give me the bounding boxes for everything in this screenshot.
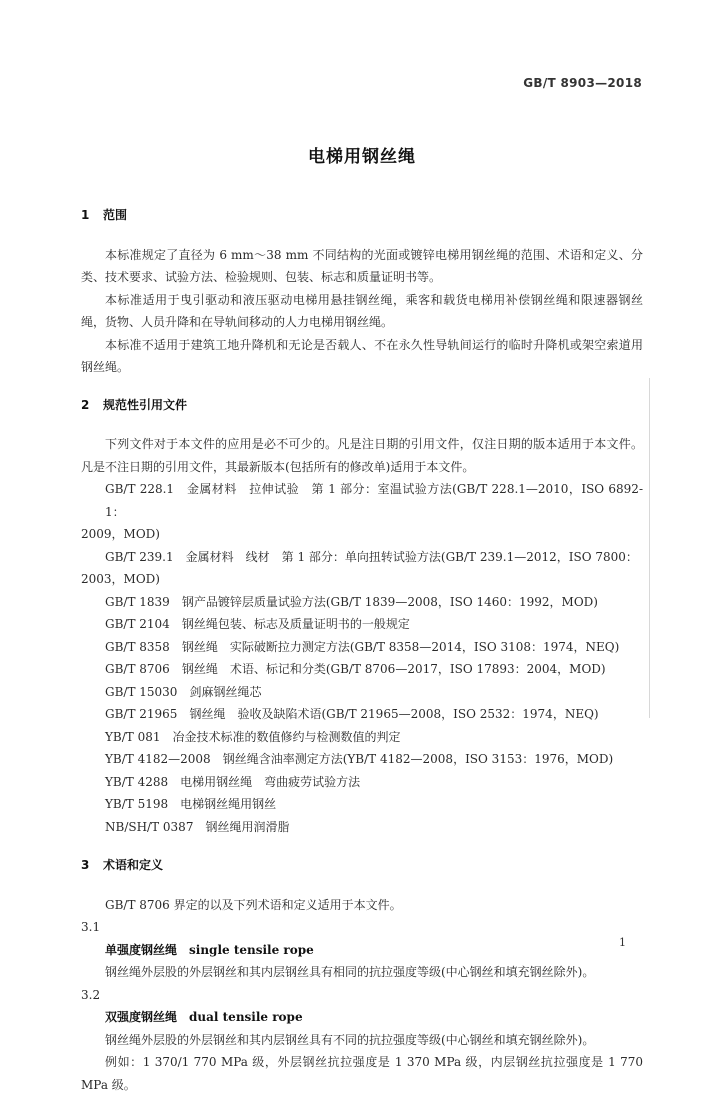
references-intro: 下列文件对于本文件的应用是必不可少的。凡是注日期的引用文件，仅注日期的版本适用于本文件。凡是不注日期的引用文件，其最新版本(包括所有的修改单)适用于本文件。 xyxy=(81,437,643,474)
scope-paragraph: 本标准规定了直径为 6 mm～38 mm 不同结构的光面或镀锌电梯用钢丝绳的范围、术语和定义、分类、技术要求、试验方法、检验规则、包装、标志和质量证明书等。 xyxy=(81,247,643,284)
reference-item xyxy=(81,681,643,704)
reference-text: 钢丝绳含油率测定方法(YB/T 4182—2008，ISO 3153：1976，MOD) xyxy=(222,752,614,766)
reference-continuation: 2003，MOD) xyxy=(81,572,160,586)
term-heading xyxy=(81,1006,643,1029)
reference-code: YB/T 4288 xyxy=(105,774,169,789)
term-definition: 钢丝绳外层股的外层钢丝和其内层钢丝具有不同的抗拉强度等级(中心钢丝和填充钢丝除外)。 xyxy=(105,1032,595,1047)
section-2-heading xyxy=(81,394,643,417)
reference-code: GB/T 8358 xyxy=(105,639,170,654)
section-title: 术语和定义 xyxy=(103,858,164,872)
reference-code: GB/T 1839 xyxy=(105,594,170,609)
reference-code: GB/T 2104 xyxy=(105,617,170,631)
reference-code: GB/T 228.1 xyxy=(105,482,175,496)
reference-text: 钢丝绳包装、标志及质量证明书的一般规定 xyxy=(181,617,410,631)
section-number: 1 xyxy=(81,208,90,222)
reference-item xyxy=(81,546,643,591)
section-number: 3 xyxy=(81,858,90,872)
scope-paragraph: 本标准适用于曳引驱动和液压驱动电梯用悬挂钢丝绳，乘客和载货电梯用补偿钢丝绳和限速器钢丝绳，货物、人员升降和在导轨间移动的人力电梯用钢丝绳。 xyxy=(81,292,643,329)
term-en: dual tensile rope xyxy=(189,1010,303,1024)
reference-code: YB/T 5198 xyxy=(105,797,169,811)
term-zh: 单强度钢丝绳 xyxy=(105,942,178,957)
clause-number: 3.1 xyxy=(81,920,101,934)
reference-text: 钢产品镀锌层质量试验方法(GB/T 1839—2008，ISO 1460：1992，MOD) xyxy=(181,594,598,609)
section-3-heading xyxy=(81,854,643,877)
reference-text: 钢丝绳 实际破断拉力测定方法(GB/T 8358—2014，ISO 3108：1974，NEQ) xyxy=(181,639,620,654)
page-number: 1 xyxy=(619,936,626,949)
terms-intro: GB/T 8706 界定的以及下列术语和定义适用于本文件。 xyxy=(105,897,402,912)
reference-code: NB/SH/T 0387 xyxy=(105,819,194,834)
section-title: 范围 xyxy=(103,208,128,222)
reference-text: 金属材料 线材 第 1 部分：单向扭转试验方法(GB/T 239.1—2012，ISO 7800： xyxy=(185,549,638,564)
reference-code: GB/T 21965 xyxy=(105,707,178,721)
scope-paragraph: 本标准不适用于建筑工地升降机和无论是否载人、不在永久性导轨间运行的临时升降机或架空索道用钢丝绳。 xyxy=(81,337,643,374)
reference-code: YB/T 4182—2008 xyxy=(105,752,211,766)
term-en: single tensile rope xyxy=(189,942,314,957)
reference-code: GB/T 15030 xyxy=(105,684,178,699)
section-1-heading xyxy=(81,204,643,227)
reference-code: GB/T 239.1 xyxy=(105,549,174,564)
reference-item xyxy=(81,613,643,636)
standard-code: GB/T 8903—2018 xyxy=(523,76,642,90)
reference-code: GB/T 8706 xyxy=(105,662,170,676)
reference-text: 剑麻钢丝绳芯 xyxy=(189,684,262,699)
reference-text: 金属材料 拉伸试验 第 1 部分：室温试验方法(GB/T 228.1—2010，ISO 6892-1： xyxy=(105,482,643,519)
term-heading xyxy=(81,939,643,962)
reference-item xyxy=(81,478,643,546)
reference-item xyxy=(81,658,643,681)
reference-continuation: 2009，MOD) xyxy=(81,527,160,541)
reference-item xyxy=(81,816,643,839)
reference-text: 冶金技术标准的数值修约与检测数值的判定 xyxy=(172,729,401,744)
reference-item xyxy=(81,703,643,726)
term-definition: 钢丝绳外层股的外层钢丝和其内层钢丝具有相同的抗拉强度等级(中心钢丝和填充钢丝除外)。 xyxy=(105,965,595,979)
clause-number: 3.2 xyxy=(81,987,101,1002)
section-number: 2 xyxy=(81,397,90,412)
margin-rule xyxy=(649,378,650,718)
reference-item xyxy=(81,726,643,749)
reference-text: 钢丝绳用润滑脂 xyxy=(205,819,290,834)
term-example: 例如：1 370/1 770 MPa 级，外层钢丝抗拉强度是 1 370 MPa 级，内层钢丝抗拉强度是 1 770 MPa 级。 xyxy=(81,1055,643,1092)
reference-item xyxy=(81,793,643,816)
term-zh: 双强度钢丝绳 xyxy=(105,1010,178,1024)
reference-item xyxy=(81,748,643,771)
section-title: 规范性引用文件 xyxy=(103,397,188,412)
reference-text: 钢丝绳 验收及缺陷术语(GB/T 21965—2008，ISO 2532：1974，NEQ) xyxy=(189,707,599,721)
document-body xyxy=(81,204,643,1096)
reference-item xyxy=(81,636,643,659)
reference-item xyxy=(81,591,643,614)
reference-item xyxy=(81,771,643,794)
document-title: 电梯用钢丝绳 xyxy=(308,147,416,167)
reference-text: 钢丝绳 术语、标记和分类(GB/T 8706—2017，ISO 17893：2004，MOD) xyxy=(181,662,606,676)
reference-text: 电梯用钢丝绳 弯曲疲劳试验方法 xyxy=(180,774,361,789)
reference-text: 电梯钢丝绳用钢丝 xyxy=(180,797,277,811)
reference-code: YB/T 081 xyxy=(105,729,161,744)
